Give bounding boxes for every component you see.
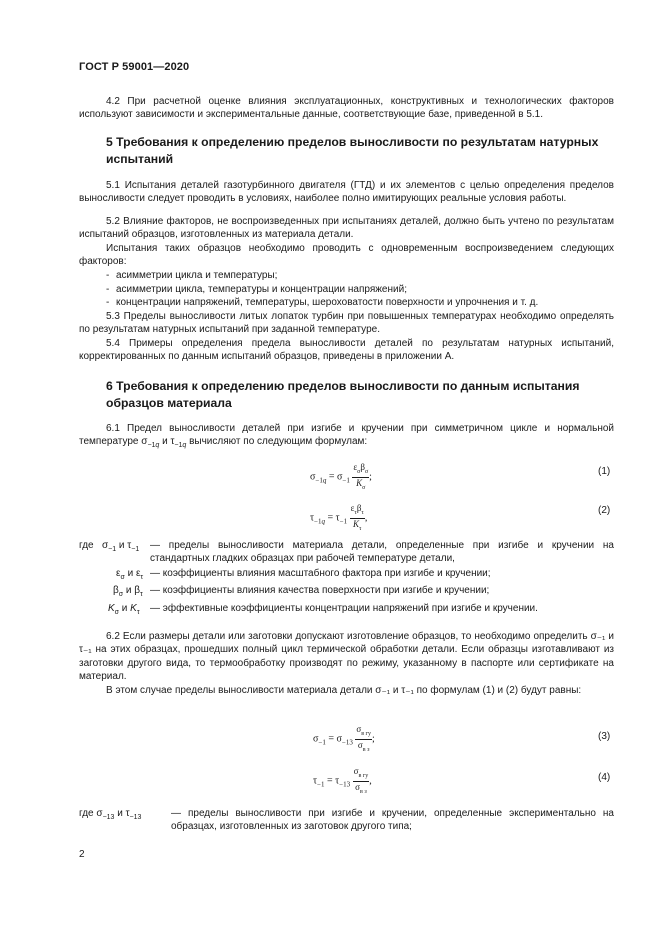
paragraph-6-2b: В этом случае пределы выносливости материала детали σ₋₁ и τ₋₁ по формулам (1) и (2) будут равны: — [106, 685, 582, 696]
equation-number-1: (1) — [598, 466, 611, 477]
where-desc-5: — пределы выносливости при изгибе и кручении, определенные экспериментально на образцах, изготовленных из заготовок другого типа; — [171, 808, 614, 833]
equation-number-3: (3) — [598, 731, 611, 742]
equation-number-4: (4) — [598, 772, 611, 783]
equation-number-2: (2) — [598, 505, 611, 516]
paragraph-5-3: 5.3 Пределы выносливости литых лопаток турбин при повышенных температурах необходимо определять по результатам натурных испытаний при заданной температуре. — [79, 311, 614, 336]
where-desc-1: — пределы выносливости материала детали, определенные при изгибе и кручении на стандартных гладких образцах при рабочей температуре детали, — [150, 540, 614, 565]
where-symbol-1: $\sigma_{-1}$ и $\tau_{-1}$ — [102, 540, 140, 553]
paragraph-6-1: 6.1 Предел выносливости деталей при изгибе и кручении при симметричном цикле и нормальной температуре $\sigma_{-1q}$ и $\tau_{-1q}$ вычисляют по следующим формулам: — [79, 423, 614, 450]
paragraph-5-4: 5.4 Примеры определения предела выносливости деталей по результатам натурных испытаний, корректированных по данным испытаний образцов, приведены в приложении А. — [79, 338, 614, 363]
paragraph-5-2: 5.2 Влияние факторов, не воспроизведенных при испытаниях деталей, должно быть учтено по результатам испытаний образцов, изготовленных из материала детали. — [79, 216, 614, 241]
formula-3: $\sigma_{-1} = \sigma_{-13}$ $\frac{\sigma_{в гу}}{\sigma_{в з}}$ ; — [313, 724, 375, 753]
paragraph-6-2: 6.2 Если размеры детали или заготовки допускают изготовление образцов, то необходимо определить σ₋₁ и τ₋₁ на этих образцах, прошедших полный цикл термической обработки детали. Если образцы изготавливают из заготовки другого вида, то термообработку производят по режиму, указанному в паспорте или сертификате на материал. — [79, 631, 614, 683]
document-header: ГОСТ Р 59001—2020 — [79, 61, 190, 73]
list-item: - концентрации напряжений, температуры, шероховатости поверхности и упрочнения и т. д. — [106, 297, 539, 308]
where-label-2: где $\sigma_{-13}$ и $\tau_{-13}$ — [79, 808, 142, 821]
paragraph-5-1: 5.1 Испытания деталей газотурбинного двигателя (ГТД) и их элементов с целью определения пределов выносливости следует проводить в условиях, наиболее полно имитирующих реальные условия работы. — [79, 180, 614, 205]
formula-1: $\sigma_{-1q} = \sigma_{-1}$ $\frac{\varepsilon_\sigma\beta_\sigma}{K_\sigma}$ ; — [310, 462, 372, 491]
where-label: где — [79, 540, 94, 551]
paragraph-5-2b: Испытания таких образцов необходимо проводить с одновременным воспроизведением следующих факторов: — [79, 243, 614, 268]
formula-2: $\tau_{-1q} = \tau_{-1}$ $\frac{\varepsilon_\tau\beta_\tau}{K_\tau}$ , — [310, 503, 368, 532]
list-item: - асимметрии цикла и температуры; — [106, 270, 278, 281]
where-symbol-4: $K_\sigma$ и $K_\tau$ — [108, 603, 140, 616]
paragraph-4-2: 4.2 При расчетной оценке влияния эксплуатационных, конструктивных и технологических факторов используют зависимости и экспериментальные данные, соответствующие базе, приведенной в 5.1. — [79, 96, 614, 121]
where-symbol-3: $\beta_\sigma$ и $\beta_\tau$ — [113, 585, 143, 598]
where-desc-3: — коэффициенты влияния качества поверхности при изгибе и кручении; — [150, 585, 490, 596]
page-number: 2 — [79, 849, 85, 860]
where-desc-2: — коэффициенты влияния масштабного фактора при изгибе и кручении; — [150, 568, 491, 579]
section-5-title: 5 Требования к определению пределов выносливости по результатам натурных испытаний — [106, 135, 599, 166]
where-symbol-2: $\varepsilon_\sigma$ и $\varepsilon_\tau$ — [116, 568, 144, 581]
section-6-title: 6 Требования к определению пределов выносливости по данным испытания образцов материала — [106, 379, 580, 410]
where-desc-4: — эффективные коэффициенты концентрации напряжений при изгибе и кручении. — [150, 603, 538, 614]
formula-4: $\tau_{-1} = \tau_{-13}$ $\frac{\sigma_{в гу}}{\sigma_{в з}}$ , — [313, 766, 372, 795]
list-item: - асимметрии цикла, температуры и концентрации напряжений; — [106, 284, 407, 295]
